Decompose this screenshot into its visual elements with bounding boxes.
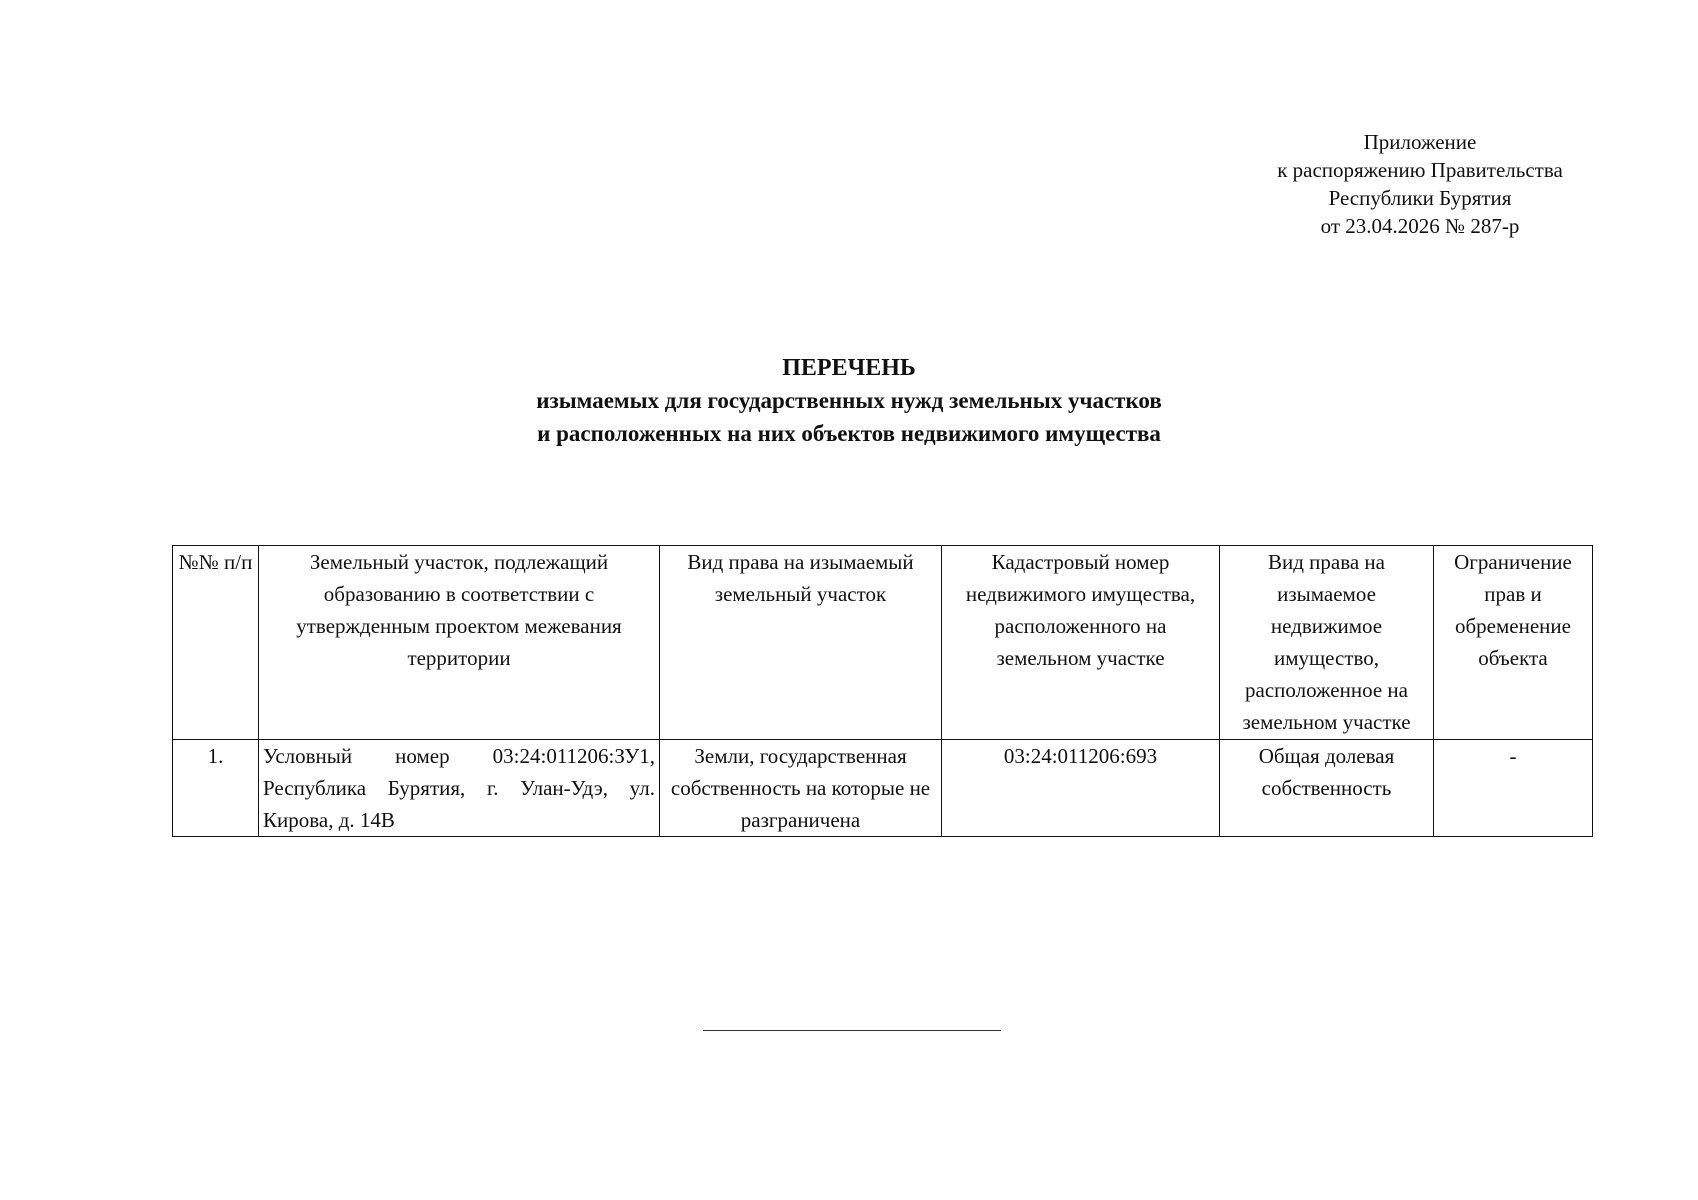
cell-number: 1. <box>173 740 259 837</box>
header-property-right-type: Вид права на изымаемое недвижимое имущество, расположенное на земельном участке <box>1220 546 1434 740</box>
table-row <box>173 740 1593 837</box>
cell-land-right-type: Земли, государственная собственность на которые не разграничена <box>660 740 942 837</box>
title-subtitle-line-2: и расположенных на них объектов недвижимого имущества <box>537 421 1161 446</box>
appendix-line-4: от 23.04.2026 № 287-р <box>1320 214 1520 238</box>
title-main: ПЕРЕЧЕНЬ <box>782 355 916 381</box>
land-plots-table <box>172 545 1593 837</box>
header-restrictions: Ограничение прав и обременение объекта <box>1434 546 1593 740</box>
appendix-line-1: Приложение <box>1363 130 1477 154</box>
cell-property-right-type: Общая долевая собственность <box>1220 740 1434 837</box>
document-title <box>0 352 1698 450</box>
header-number: №№ п/п <box>173 546 259 740</box>
cell-cadastral-number: 03:24:011206:693 <box>942 740 1220 837</box>
header-land-right-type: Вид права на изымаемый земельный участок <box>660 546 942 740</box>
header-land-plot: Земельный участок, подлежащий образованию в соответствии с утвержденным проектом межевания территории <box>259 546 660 740</box>
appendix-line-2: к распоряжению Правительства <box>1277 158 1563 182</box>
title-subtitle-line-1: изымаемых для государственных нужд земельных участков <box>536 388 1162 413</box>
cell-restrictions: - <box>1434 740 1593 837</box>
appendix-line-3: Республики Бурятия <box>1328 186 1512 210</box>
cell-land-plot: Условный номер 03:24:011206:ЗУ1, Республика Бурятия, г. Улан-Удэ, ул. Кирова, д. 14В <box>259 740 660 837</box>
closing-divider <box>703 1030 1001 1031</box>
header-cadastral-number: Кадастровый номер недвижимого имущества, расположенного на земельном участке <box>942 546 1220 740</box>
table-header-row <box>173 546 1593 740</box>
appendix-header <box>1240 128 1600 240</box>
